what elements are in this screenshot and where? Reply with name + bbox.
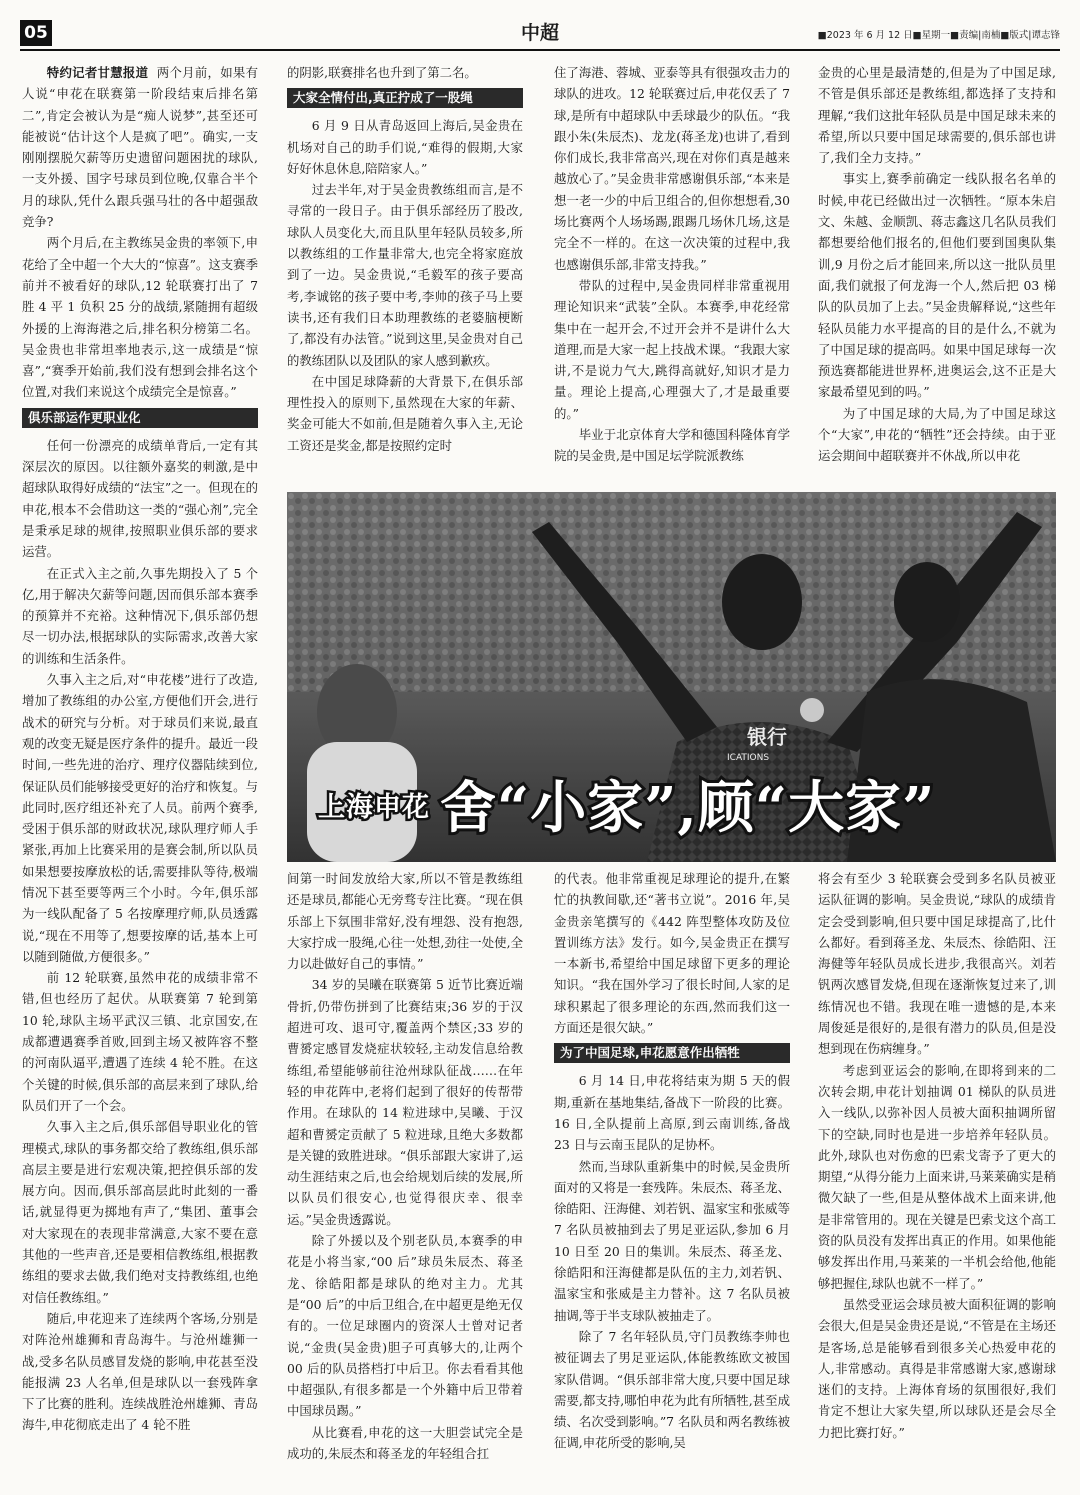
header-rule bbox=[20, 49, 1060, 51]
jersey-sponsor-sub: ICATIONS bbox=[727, 753, 770, 763]
article-column-1 bbox=[22, 62, 258, 1487]
section-title: 中超 bbox=[520, 22, 559, 44]
subheading: 俱乐部运作更职业化 bbox=[22, 408, 258, 428]
paragraph: 的阴影,联赛排名也升到了第二名。 bbox=[287, 65, 477, 80]
paragraph: 考虑到亚运会的影响,在即将到来的二次转会期,申花计划抽调 01 梯队的队员进入一线队,以弥补因人员被大面积抽调所留下的空缺,同时也是进一步培养年轻队员。此外,球队也对伤愈的巴索戈寄予了更大的期望,“从得分能力上面来讲,马莱莱确实是稍微欠缺了一些,但是从整体战术上面来讲,他是非常管用的。现在关键是巴索戈这个高工资的队员没有发挥出真正的作用。如果他能够发挥出作用,马莱莱的一半机会给他,他能够把握住,球队也就不一样了。” bbox=[818, 1062, 1056, 1291]
headline-title: 舍“小家”,顾“大家” bbox=[440, 775, 936, 841]
paragraph: 从比赛看,申花的这一大胆尝试完全是成功的,朱辰杰和蒋圣龙的年轻组合扛 bbox=[287, 1424, 523, 1462]
paragraph: 6 月 9 日从青岛返回上海后,吴金贵在机场对自己的助手们说,“难得的假期,大家好好休息休息,陪陪家人。” bbox=[287, 118, 523, 176]
paragraph: 然而,当球队重新集中的时候,吴金贵所面对的又将是一套残阵。朱辰杰、蒋圣龙、徐皓阳、汪海健、刘若钒、温家宝和张威等 7 名队员被抽到去了男足亚运队,参加 6 月 10 日至 20 日的集训。朱辰杰、蒋圣龙、徐皓阳和汪海健都是队伍的主力,刘若钒、温家宝和张威是主力替补。这 7 名队员被抽调,等于半支球队被抽走了。 bbox=[554, 1158, 790, 1323]
paragraph: 除了外援以及个别老队员,本赛季的申花是小将当家,“00 后”球员朱辰杰、蒋圣龙、徐皓阳都是球队的绝对主力。尤其是“00 后”的中后卫组合,在中超更是绝无仅有的。一位足球圈内的资深人士曾对记者说,“金贵(吴金贵)胆子可真够大的,让两个 00 后的队员搭档打中后卫。你去看看其他中超强队,有很多都是一个外籍中后卫带着中国球员踢。” bbox=[287, 1233, 523, 1419]
paragraph: 久事入主之后,对“申花楼”进行了改造,增加了教练组的办公室,方便他们开会,进行战术的研究与分析。对于球员们来说,最直观的改变无疑是医疗条件的提升。最近一段时间,一些先进的治疗、理疗仪器陆续到位,保证队员们能够接受更好的治疗和恢复。与此同时,医疗组还补充了人员。前两个赛季,受困于俱乐部的财政状况,球队理疗师人手紧张,再加上比赛采用的是赛会制,所以队员如果想要按摩放松的话,需要排队等待,极端情况下甚至要等两三个小时。今年,俱乐部为一线队配备了 5 名按摩理疗师,队员透露说,“现在不用等了,想要按摩的话,基本上可以随到随做,方便很多。” bbox=[22, 672, 258, 964]
article-column-4-bottom bbox=[818, 868, 1056, 1488]
article-column-3-bottom bbox=[554, 868, 790, 1488]
article-column-4-top bbox=[818, 62, 1056, 490]
jersey-sponsor: 银行 bbox=[747, 725, 787, 749]
paragraph: 在中国足球降薪的大背景下,在俱乐部理性投入的原则下,虽然现在大家的年薪、奖金可能大不如前,但是随着久事入主,无论工资还是奖金,都是按照约定时 bbox=[287, 373, 523, 453]
page-header bbox=[20, 20, 1060, 46]
celebration-photo bbox=[287, 492, 1056, 862]
paragraph: 随后,申花迎来了连续两个客场,分别是对阵沧州雄狮和青岛海牛。与沧州雄狮一战,受多名队员感冒发烧的影响,申花甚至没能报满 23 人名单,但是球队以一套残阵拿下了比赛的胜利。连续战胜沧州雄狮、青岛海牛,申花彻底走出了 4 轮不胜 bbox=[22, 1310, 258, 1433]
paragraph: 为了中国足球的大局,为了中国足球这个“大家”,申花的“牺牲”还会持续。由于亚运会期间中超联赛并不休战,所以申花 bbox=[818, 405, 1056, 464]
headline-kicker: 上海申花 bbox=[318, 791, 430, 823]
byline: 特约记者甘慧报道 bbox=[46, 65, 149, 80]
paragraph: 将会有至少 3 轮联赛会受到多名队员被亚运队征调的影响。吴金贵说,“球队的成绩肯定会受到影响,但只要中国足球提高了,比什么都好。看到蒋圣龙、朱辰杰、徐皓阳、汪海健等年轻队员成长进步,我很高兴。刘若钒两次感冒发烧,但现在逐渐恢复过来了,训练情况也不错。我现在唯一遗憾的是,本来周俊延是很好的,是很有潜力的队员,但是没想到现在伤病缠身。” bbox=[818, 871, 1056, 1057]
paragraph: 久事入主之后,俱乐部倡导职业化的管理模式,球队的事务都交给了教练组,俱乐部高层主要是进行宏观决策,把控俱乐部的发展方向。因而,俱乐部高层此时此刻的一番话,就显得更为掷地有声了,“集团、董事会对大家现在的表现非常满意,大家不要在意其他的一些声音,还是要相信教练组,根据教练组的要求去做,我们绝对支持教练组,也绝对信任教练组。” bbox=[22, 1119, 258, 1305]
paragraph: 6 月 14 日,申花将结束为期 5 天的假期,重新在基地集结,备战下一阶段的比赛。16 日,全队提前上高原,到云南训练,备战 23 日与云南玉昆队的足协杯。 bbox=[554, 1073, 790, 1153]
issue-meta: ■2023 年 6 月 12 日■星期一■责编|南楠■版式|谭志锋 bbox=[817, 30, 1060, 41]
paragraph: 毕业于北京体育大学和德国科隆体育学院的吴金贵,是中国足坛学院派教练 bbox=[554, 427, 790, 464]
paragraph: 事实上,赛季前确定一线队报名名单的时候,申花已经做出过一次牺牲。“原本朱启文、朱越、金顺凯、蒋志鑫这几名队员我们都想要给他们报名的,但他们要到国奥队集训,9 月份之后才能回来,所以这一批队员里面,我们就报了何龙海一个人,然后把 03 梯队的队员加了上去。”吴金贵解释说,“这些年轻队员能力水平提高的目的是什么,不就为了中国足球的提高吗。如果中国足球每一次预选赛都能进世界杯,进奥运会,这不正是大家最希望见到的吗。” bbox=[818, 171, 1056, 400]
article-column-3-top bbox=[554, 62, 790, 490]
paragraph: 住了海港、蓉城、亚泰等具有很强攻击力的球队的进攻。12 轮联赛过后,申花仅丢了 7 球,是所有中超球队中丢球最少的队伍。“我跟小朱(朱辰杰)、龙龙(蒋圣龙)也讲了,看到你们成长,我非常高兴,现在对你们真是越来越放心了。”吴金贵非常感谢俱乐部,“本来是想一老一少的中后卫组合的,但你想想看,30 场比赛两个人场场踢,跟踢几场休几场,这是完全不一样的。在这一次决策的过程中,我也感谢俱乐部,非常支持我。” bbox=[554, 65, 790, 272]
paragraph: 两个月后,在主教练吴金贵的率领下,申花给了全中超一个大大的“惊喜”。这支赛季前并不被看好的球队,12 轮联赛打出了 7 胜 4 平 1 负积 25 分的战绩,紧随拥有超级外援的上海海港之后,排名积分榜第二名。吴金贵也非常坦率地表示,这一成绩是“惊喜”,“赛季开始前,我们没有想到会排名这个位置,对我们来说这个成绩完全是惊喜。” bbox=[22, 235, 258, 400]
page-number: 05 bbox=[20, 20, 52, 46]
club-crest-icon bbox=[800, 698, 824, 722]
subheading: 大家全情付出,真正拧成了一股绳 bbox=[287, 88, 523, 108]
paragraph: 除了 7 名年轻队员,守门员教练李帅也被征调去了男足亚运队,体能教练欧文被国家队借调。“俱乐部非常大度,只要中国足球需要,都支持,哪怕申花为此有所牺牲,甚至成绩、名次受到影响。”7 名队员和两名教练被征调,申花所受的影响,吴 bbox=[554, 1328, 790, 1451]
headline bbox=[318, 764, 936, 841]
paragraph: 34 岁的吴曦在联赛第 5 近节比赛近端骨折,仍带伤拼到了比赛结束;36 岁的于汉超进可攻、退可守,覆盖两个禁区;33 岁的曹赟定感冒发烧症状较轻,主动发信息给教练组,希望能够前往沧州球队征战……在年轻的申花阵中,老将们起到了很好的传帮带作用。在球队的 14 粒进球中,吴曦、于汉超和曹赟定贡献了 5 粒进球,且绝大多数都是关键的致胜进球。“俱乐部跟大家讲了,运动生涯结束之后,也会给规划后续的发展,所以队员们很安心,也觉得很庆幸、很幸运。”吴金贵透露说。 bbox=[287, 977, 523, 1227]
subheading: 为了中国足球,申花愿意作出牺牲 bbox=[554, 1043, 790, 1063]
paragraph: 任何一份漂亮的成绩单背后,一定有其深层次的原因。以往额外嘉奖的刺激,是中超球队取得好成绩的“法宝”之一。但现在的申花,根本不会借助这一类的“强心剂”,完全是秉承足球的规律,按照职业俱乐部的要求运营。 bbox=[22, 437, 258, 560]
paragraph: 间第一时间发放给大家,所以不管是教练组还是球员,都能心无旁骛专注比赛。“现在俱乐部上下氛围非常好,没有埋怨、没有抱怨,大家拧成一股绳,心往一处想,劲往一处使,全力以赴做好自己的事情。” bbox=[287, 871, 523, 972]
article-column-2-bottom bbox=[287, 868, 523, 1488]
paragraph: 两个月前，如果有人说“申花在联赛第一阶段结束后排名第二”,肯定会被认为是“痴人说梦”,甚至还可能被说“估计这个人是疯了吧”。确实,一支刚刚摆脱欠薪等历史遗留问题困扰的球队,一支外援、国字号球员到位晚,仅靠合半个月的球队,凭什么跟兵强马壮的各中超强敌竞争? bbox=[22, 65, 258, 230]
paragraph: 金贵的心里是最清楚的,但是为了中国足球,不管是俱乐部还是教练组,都选择了支持和理解,“我们这批年轻队员是中国足球未来的希望,所以只要中国足球需要的,俱乐部也讲了,我们全力支持。” bbox=[818, 65, 1056, 166]
paragraph: 带队的过程中,吴金贵同样非常重视用理论知识来“武装”全队。本赛季,申花经常集中在一起开会,不过开会并不是讲什么大道理,而是大家一起上技战术课。“我跟大家讲,不是说力气大,跳得高就好,知识才是力量。理论上提高,心理强大了,才是最重要的。” bbox=[554, 277, 790, 421]
article-column-2-top bbox=[287, 62, 523, 490]
paragraph: 虽然受亚运会球员被大面积征调的影响会很大,但是吴金贵还是说,“不管是在主场还是客场,总是能够看到很多关心热爱申花的人,非常感动。真得是非常感谢大家,感谢球迷们的支持。上海体育场的氛围很好,我们肯定不想让大家失望,所以球队还是会尽全力把比赛打好。” bbox=[818, 1296, 1056, 1440]
paragraph: 在正式入主之前,久事先期投入了 5 个亿,用于解决欠薪等问题,因而俱乐部本赛季的预算并不充裕。这种情况下,俱乐部仍想尽一切办法,根据球队的实际需求,改善大家的训练和生活条件。 bbox=[22, 565, 258, 666]
paragraph: 前 12 轮联赛,虽然申花的成绩非常不错,但也经历了起伏。从联赛第 7 轮到第 10 轮,球队主场平武汉三镇、北京国安,在成都遭遇赛季首败,回到主场又被阵容不整的河南队逼平,遭遇了连续 4 轮不胜。在这个关键的时候,俱乐部的高层来到了球队,给队员们开了一个会。 bbox=[22, 970, 258, 1113]
paragraph: 的代表。他非常重视足球理论的提升,在繁忙的执教间歇,还“著书立说”。2016 年,吴金贵亲笔撰写的《442 阵型整体攻防及位置训练方法》发行。如今,吴金贵正在撰写一本新书,希望给中国足球留下更多的理论知识。“我在国外学习了很长时间,人家的足球积累起了很多理论的东西,然而我们这一方面还是很欠缺。” bbox=[554, 871, 790, 1036]
paragraph: 过去半年,对于吴金贵教练组而言,是不寻常的一段日子。由于俱乐部经历了股改,球队人员变化大,而且队里年轻队员较多,所以教练组的工作量非常大,也完全将家庭放到了一边。吴金贵说,“毛毅军的孩子要高考,李诚铭的孩子要中考,李帅的孩子马上要读书,还有我们日本助理教练的老婆脑梗断了,都没有办法管。”说到这里,吴金贵对自己的教练团队以及团队的家人感到歉疚。 bbox=[287, 182, 523, 368]
